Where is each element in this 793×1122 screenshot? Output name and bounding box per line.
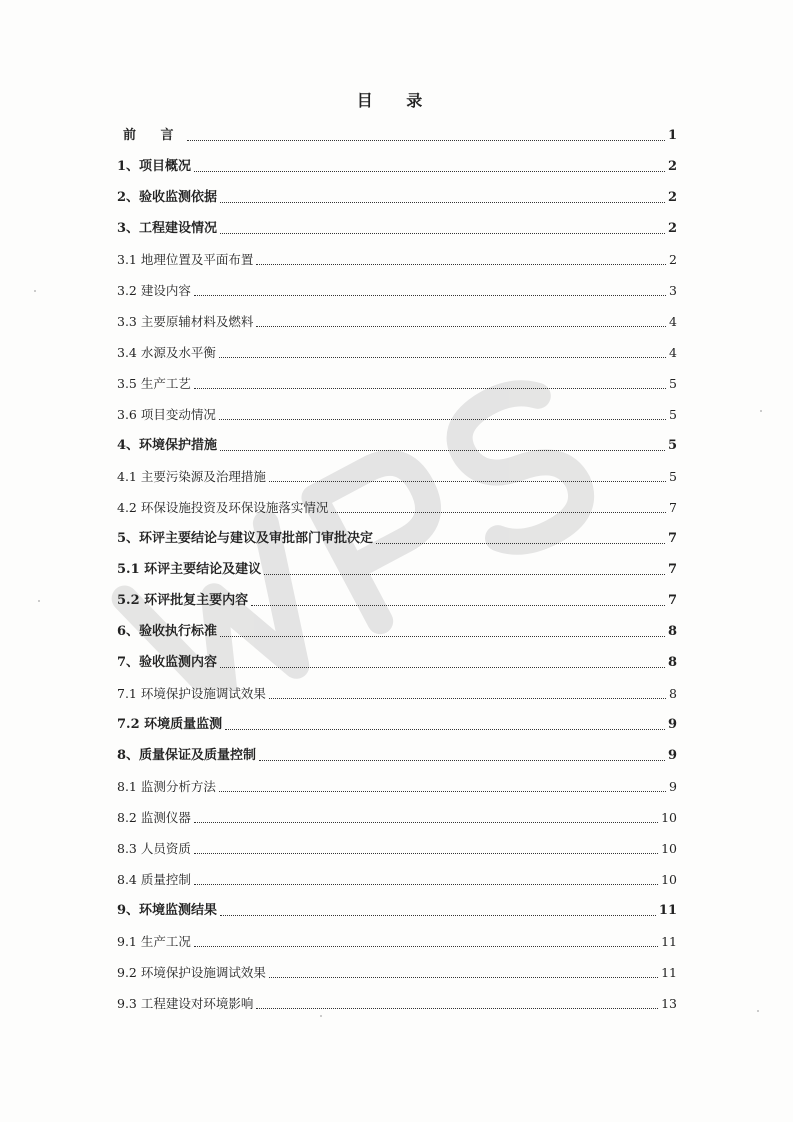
toc-page-number: 8 (667, 624, 677, 639)
toc-entry[interactable] (117, 584, 677, 615)
toc-dot-leader (251, 605, 665, 606)
toc-dot-leader (219, 419, 666, 420)
toc-entry[interactable] (117, 987, 677, 1018)
toc-entry-label: 7.2 环境质量监测 (117, 717, 223, 732)
toc-entry[interactable] (117, 367, 677, 398)
toc-page-number: 5 (669, 376, 677, 391)
toc-entry[interactable] (117, 770, 677, 801)
toc-page-number: 7 (667, 531, 677, 546)
scan-speck (38, 600, 40, 602)
toc-page-number: 5 (669, 469, 677, 484)
toc-page-number: 2 (667, 159, 677, 174)
toc-entry-label: 2、验收监测依据 (117, 190, 218, 205)
toc-entry-label: 3.5 生产工艺 (117, 376, 191, 391)
page-title: 目 录 (356, 91, 437, 110)
toc-entry[interactable] (117, 677, 677, 708)
toc-page-number: 7 (667, 593, 677, 608)
toc-dot-leader (194, 171, 665, 172)
toc-entry-label: 3、工程建设情况 (117, 221, 218, 236)
toc-entry[interactable] (117, 553, 677, 584)
toc-entry-label: 3.2 建设内容 (117, 283, 191, 298)
toc-dot-leader (219, 791, 666, 792)
toc-entry-label: 3.1 地理位置及平面布置 (117, 252, 254, 267)
toc-entry-label: 8.4 质量控制 (117, 872, 191, 887)
toc-entry[interactable] (117, 181, 677, 212)
toc-entry[interactable] (117, 894, 677, 925)
scan-speck (34, 290, 36, 292)
toc-page-number: 10 (661, 810, 677, 825)
toc-dot-leader (331, 512, 666, 513)
toc-entry-label: 7.1 环境保护设施调试效果 (117, 686, 266, 701)
toc-entry[interactable] (117, 739, 677, 770)
toc-entry[interactable] (117, 460, 677, 491)
toc-entry[interactable] (117, 336, 677, 367)
toc-entry-label: 5、环评主要结论与建议及审批部门审批决定 (117, 531, 374, 546)
toc-dot-leader (194, 946, 658, 947)
toc-entry-label: 8.3 人员资质 (117, 841, 191, 856)
toc-dot-leader (220, 636, 665, 637)
toc-dot-leader (187, 140, 665, 141)
toc-dot-leader (264, 574, 665, 575)
toc-entry-label: 8.2 监测仪器 (117, 810, 191, 825)
toc-entry[interactable] (117, 646, 677, 677)
toc-dot-leader (269, 481, 666, 482)
toc-entry-label: 3.4 水源及水平衡 (117, 345, 216, 360)
toc-page-number: 9 (667, 717, 677, 732)
toc-dot-leader (269, 698, 666, 699)
toc-entry-label: 4.1 主要污染源及治理措施 (117, 469, 266, 484)
toc-page-number: 8 (669, 686, 677, 701)
toc-entry-label: 8.1 监测分析方法 (117, 779, 216, 794)
toc-dot-leader (269, 977, 658, 978)
toc-dot-leader (220, 233, 665, 234)
scan-speck (760, 410, 762, 412)
toc-entry[interactable] (117, 708, 677, 739)
toc-page-number: 2 (667, 190, 677, 205)
toc-entry-label: 8、质量保证及质量控制 (117, 748, 257, 763)
toc-page-number: 11 (661, 965, 677, 980)
toc-dot-leader (194, 853, 658, 854)
toc-page-number: 10 (661, 841, 677, 856)
toc-entry-label: 4、环境保护措施 (117, 438, 218, 453)
toc-page-number: 7 (667, 562, 677, 577)
toc-entry[interactable] (117, 615, 677, 646)
toc-dot-leader (259, 760, 665, 761)
toc-dot-leader (219, 357, 666, 358)
toc-entry[interactable] (117, 243, 677, 274)
toc-page-number: 11 (658, 903, 677, 918)
table-of-contents (117, 119, 677, 1018)
scan-speck (320, 1015, 322, 1017)
toc-entry[interactable] (117, 832, 677, 863)
toc-entry-label: 6、验收执行标准 (117, 624, 218, 639)
toc-page-number: 11 (661, 934, 677, 949)
toc-entry[interactable] (117, 956, 677, 987)
toc-page-number: 8 (667, 655, 677, 670)
toc-entry[interactable] (117, 863, 677, 894)
toc-entry[interactable] (117, 212, 677, 243)
toc-dot-leader (225, 729, 665, 730)
scan-speck (757, 1010, 759, 1012)
toc-dot-leader (194, 822, 658, 823)
toc-dot-leader (194, 295, 666, 296)
toc-page-number: 13 (661, 996, 677, 1011)
toc-page-number: 7 (669, 500, 677, 515)
toc-entry-label: 5.1 环评主要结论及建议 (117, 562, 262, 577)
toc-page-number: 4 (669, 314, 677, 329)
toc-entry-label: 9.2 环境保护设施调试效果 (117, 965, 266, 980)
toc-dot-leader (220, 915, 656, 916)
toc-page-number: 9 (667, 748, 677, 763)
toc-entry[interactable] (117, 119, 677, 150)
toc-entry[interactable] (117, 801, 677, 832)
toc-dot-leader (220, 202, 665, 203)
toc-dot-leader (220, 667, 665, 668)
toc-entry-label: 1、项目概况 (117, 159, 192, 174)
toc-dot-leader (376, 543, 665, 544)
toc-page-number: 1 (667, 128, 677, 143)
toc-dot-leader (256, 326, 666, 327)
toc-entry-label: 5.2 环评批复主要内容 (117, 593, 249, 608)
toc-entry[interactable] (117, 150, 677, 181)
toc-entry[interactable] (117, 522, 677, 553)
toc-entry-label: 9、环境监测结果 (117, 903, 218, 918)
toc-entry[interactable] (117, 305, 677, 336)
toc-dot-leader (194, 388, 666, 389)
toc-entry-label: 9.3 工程建设对环境影响 (117, 996, 254, 1011)
toc-entry[interactable] (117, 429, 677, 460)
toc-page-number: 2 (667, 221, 677, 236)
toc-dot-leader (256, 264, 666, 265)
toc-dot-leader (220, 450, 665, 451)
toc-entry-label: 3.3 主要原辅材料及燃料 (117, 314, 254, 329)
toc-page-number: 5 (667, 438, 677, 453)
toc-page-number: 10 (661, 872, 677, 887)
toc-entry[interactable] (117, 491, 677, 522)
toc-entry-label: 3.6 项目变动情况 (117, 407, 216, 422)
toc-entry-label: 7、验收监测内容 (117, 655, 218, 670)
toc-page-number: 5 (669, 407, 677, 422)
toc-dot-leader (194, 884, 658, 885)
toc-page-number: 4 (669, 345, 677, 360)
toc-entry[interactable] (117, 274, 677, 305)
toc-page-number: 2 (669, 252, 677, 267)
toc-page-number: 3 (669, 283, 677, 298)
toc-entry-label: 9.1 生产工况 (117, 934, 191, 949)
toc-dot-leader (256, 1008, 658, 1009)
toc-entry[interactable] (117, 398, 677, 429)
toc-page-number: 9 (669, 779, 677, 794)
toc-entry[interactable] (117, 925, 677, 956)
toc-entry-label: 4.2 环保设施投资及环保设施落实情况 (117, 500, 329, 515)
toc-entry-label: 前 言 (123, 128, 184, 143)
